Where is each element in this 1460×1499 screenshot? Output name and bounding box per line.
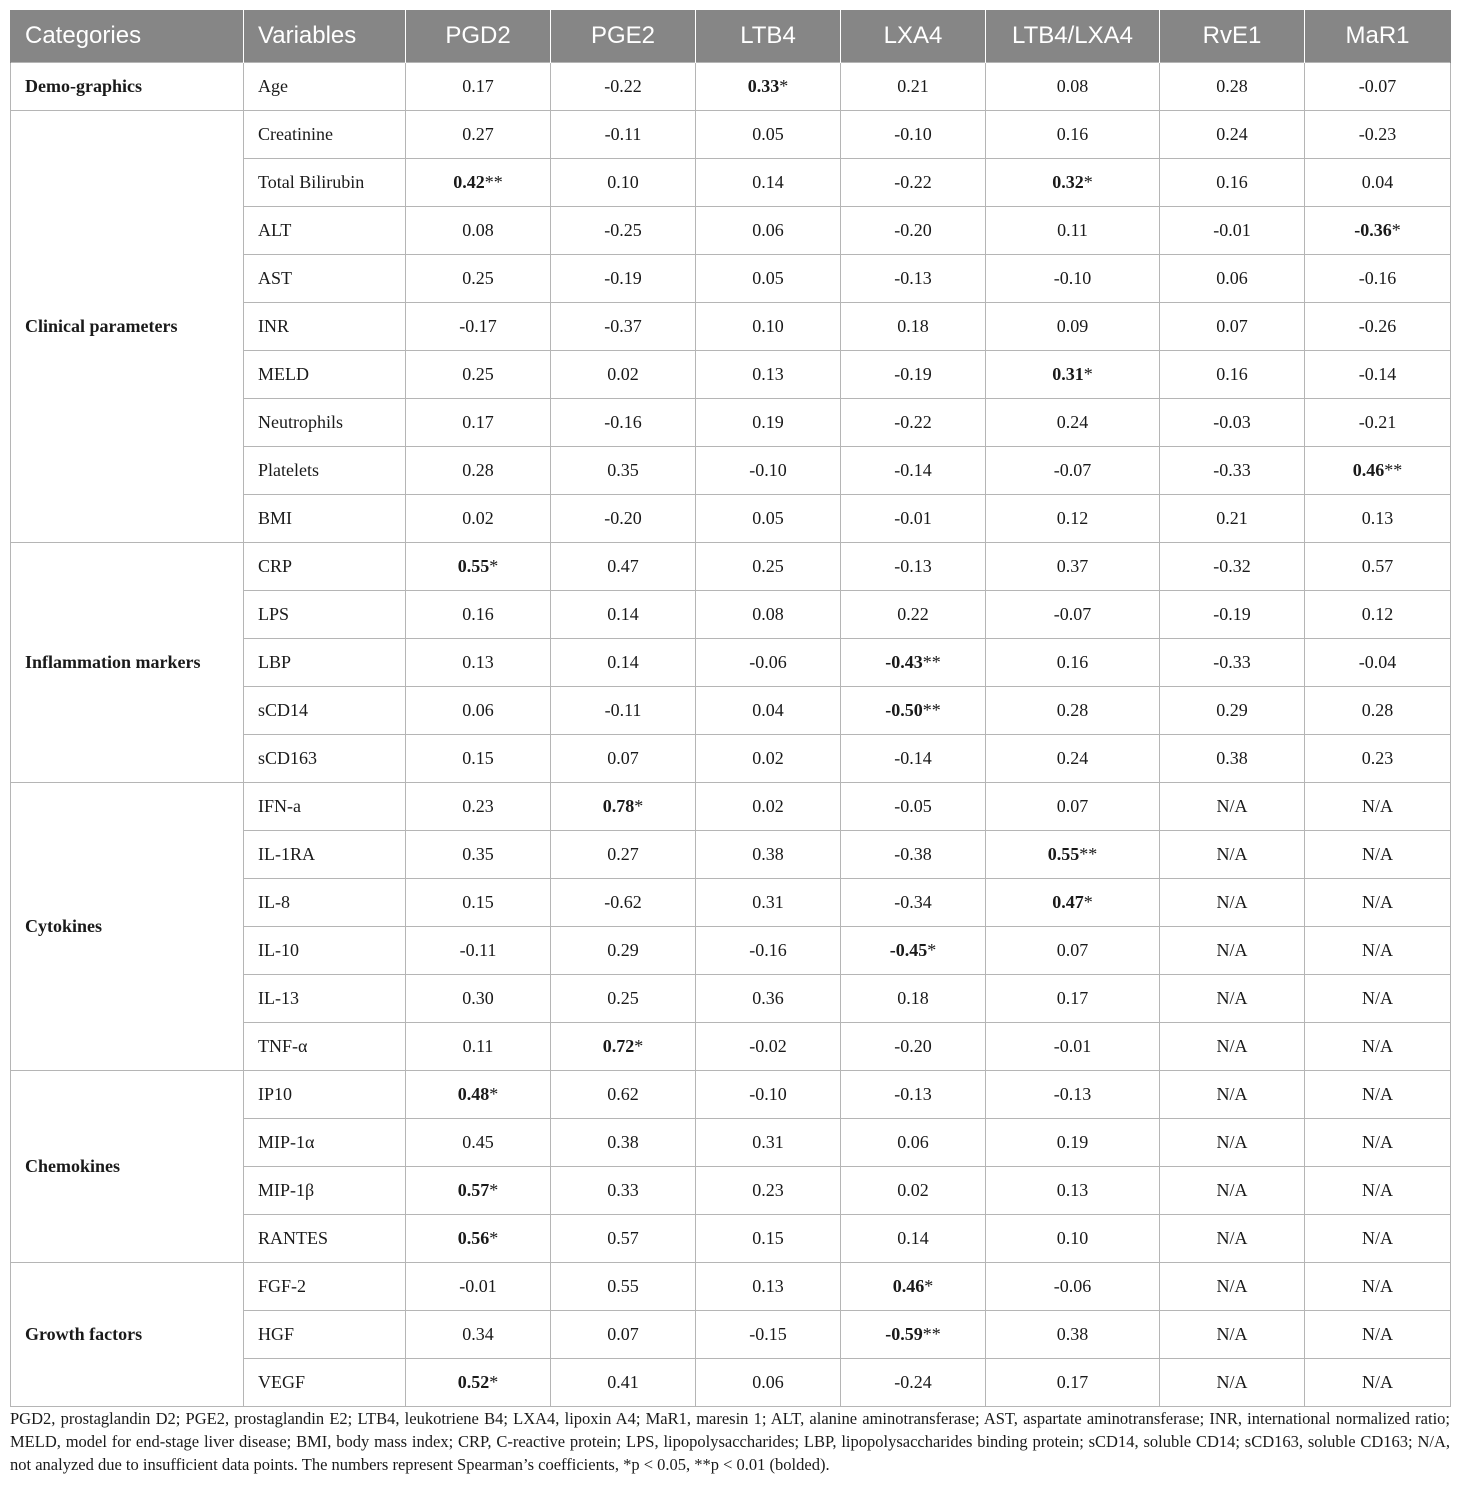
- value-cell: -0.14: [1305, 351, 1451, 399]
- value-cell: -0.07: [986, 447, 1160, 495]
- value-cell: 0.06: [696, 207, 841, 255]
- variable-cell: Age: [244, 63, 406, 111]
- value-cell: 0.06: [406, 687, 551, 735]
- header-ltb4-lxa4: LTB4/LXA4: [986, 10, 1160, 63]
- value-cell: N/A: [1305, 879, 1451, 927]
- value-cell: N/A: [1305, 1311, 1451, 1359]
- value-cell: 0.52 *: [406, 1359, 551, 1407]
- variable-cell: MIP-1β: [244, 1167, 406, 1215]
- variable-cell: LPS: [244, 591, 406, 639]
- value-cell: -0.14: [841, 447, 986, 495]
- value-cell: 0.38: [1160, 735, 1305, 783]
- value-cell: 0.25: [406, 351, 551, 399]
- value-cell: 0.25: [406, 255, 551, 303]
- value-cell: -0.16: [551, 399, 696, 447]
- value-cell: 0.15: [406, 879, 551, 927]
- value-cell: -0.22: [841, 399, 986, 447]
- value-cell: 0.28: [986, 687, 1160, 735]
- value-cell: N/A: [1160, 1359, 1305, 1407]
- value-cell: 0.10: [551, 159, 696, 207]
- value-cell: 0.38: [551, 1119, 696, 1167]
- value-cell: -0.04: [1305, 639, 1451, 687]
- value-cell: 0.07: [986, 927, 1160, 975]
- value-cell: N/A: [1160, 1023, 1305, 1071]
- value-cell: 0.23: [406, 783, 551, 831]
- value-cell: N/A: [1305, 1119, 1451, 1167]
- value-cell: 0.02: [696, 783, 841, 831]
- value-cell: N/A: [1305, 1071, 1451, 1119]
- correlation-table: [10, 10, 1451, 1407]
- value-cell: -0.24: [841, 1359, 986, 1407]
- value-cell: -0.17: [406, 303, 551, 351]
- value-cell: 0.21: [841, 63, 986, 111]
- table-row: [11, 543, 1451, 591]
- value-cell: 0.02: [841, 1167, 986, 1215]
- value-cell: 0.41: [551, 1359, 696, 1407]
- table-body: [11, 63, 1451, 1407]
- value-cell: N/A: [1160, 1119, 1305, 1167]
- value-cell: 0.57 *: [406, 1167, 551, 1215]
- value-cell: 0.14: [841, 1215, 986, 1263]
- value-cell: 0.07: [1160, 303, 1305, 351]
- value-cell: 0.23: [1305, 735, 1451, 783]
- variable-cell: Creatinine: [244, 111, 406, 159]
- value-cell: 0.16: [406, 591, 551, 639]
- value-cell: -0.34: [841, 879, 986, 927]
- value-cell: -0.25: [551, 207, 696, 255]
- value-cell: -0.20: [841, 207, 986, 255]
- value-cell: 0.55 **: [986, 831, 1160, 879]
- table-row: [11, 1263, 1451, 1311]
- value-cell: 0.18: [841, 303, 986, 351]
- value-cell: 0.06: [1160, 255, 1305, 303]
- header-row: [11, 10, 1451, 63]
- value-cell: 0.55 *: [406, 543, 551, 591]
- value-cell: 0.04: [1305, 159, 1451, 207]
- value-cell: 0.15: [696, 1215, 841, 1263]
- value-cell: 0.29: [1160, 687, 1305, 735]
- variable-cell: CRP: [244, 543, 406, 591]
- value-cell: 0.23: [696, 1167, 841, 1215]
- value-cell: 0.13: [696, 351, 841, 399]
- value-cell: 0.02: [406, 495, 551, 543]
- header-mar1: MaR1: [1305, 10, 1451, 63]
- value-cell: N/A: [1160, 831, 1305, 879]
- value-cell: 0.28: [1160, 63, 1305, 111]
- value-cell: 0.56 *: [406, 1215, 551, 1263]
- value-cell: -0.13: [986, 1071, 1160, 1119]
- value-cell: -0.01: [406, 1263, 551, 1311]
- value-cell: -0.06: [986, 1263, 1160, 1311]
- value-cell: 0.06: [696, 1359, 841, 1407]
- value-cell: -0.16: [696, 927, 841, 975]
- value-cell: -0.19: [551, 255, 696, 303]
- value-cell: N/A: [1305, 927, 1451, 975]
- value-cell: 0.07: [551, 735, 696, 783]
- value-cell: 0.37: [986, 543, 1160, 591]
- value-cell: -0.36 *: [1305, 207, 1451, 255]
- value-cell: -0.19: [841, 351, 986, 399]
- variable-cell: IL-8: [244, 879, 406, 927]
- table-row: [11, 783, 1451, 831]
- value-cell: 0.33: [551, 1167, 696, 1215]
- value-cell: -0.14: [841, 735, 986, 783]
- value-cell: -0.05: [841, 783, 986, 831]
- category-cell: Inflammation markers: [11, 543, 244, 783]
- value-cell: -0.20: [551, 495, 696, 543]
- variable-cell: IFN-a: [244, 783, 406, 831]
- value-cell: -0.02: [696, 1023, 841, 1071]
- header-lxa4: LXA4: [841, 10, 986, 63]
- variable-cell: IP10: [244, 1071, 406, 1119]
- category-cell: Growth factors: [11, 1263, 244, 1407]
- value-cell: 0.04: [696, 687, 841, 735]
- value-cell: 0.19: [986, 1119, 1160, 1167]
- value-cell: -0.22: [841, 159, 986, 207]
- variable-cell: IL-1RA: [244, 831, 406, 879]
- header-variables: Variables: [244, 10, 406, 63]
- variable-cell: Total Bilirubin: [244, 159, 406, 207]
- value-cell: 0.13: [696, 1263, 841, 1311]
- value-cell: 0.31 *: [986, 351, 1160, 399]
- value-cell: 0.18: [841, 975, 986, 1023]
- value-cell: 0.09: [986, 303, 1160, 351]
- value-cell: 0.14: [551, 639, 696, 687]
- value-cell: 0.31: [696, 1119, 841, 1167]
- value-cell: N/A: [1305, 1263, 1451, 1311]
- value-cell: -0.33: [1160, 639, 1305, 687]
- category-cell: Cytokines: [11, 783, 244, 1071]
- variable-cell: FGF-2: [244, 1263, 406, 1311]
- value-cell: 0.48 *: [406, 1071, 551, 1119]
- value-cell: -0.32: [1160, 543, 1305, 591]
- value-cell: -0.21: [1305, 399, 1451, 447]
- value-cell: 0.46 **: [1305, 447, 1451, 495]
- value-cell: 0.38: [696, 831, 841, 879]
- value-cell: -0.20: [841, 1023, 986, 1071]
- value-cell: -0.15: [696, 1311, 841, 1359]
- category-cell: Clinical parameters: [11, 111, 244, 543]
- value-cell: -0.07: [986, 591, 1160, 639]
- variable-cell: MIP-1α: [244, 1119, 406, 1167]
- value-cell: -0.10: [696, 1071, 841, 1119]
- value-cell: 0.10: [696, 303, 841, 351]
- variable-cell: ALT: [244, 207, 406, 255]
- value-cell: N/A: [1160, 1263, 1305, 1311]
- variable-cell: Platelets: [244, 447, 406, 495]
- value-cell: 0.12: [1305, 591, 1451, 639]
- value-cell: 0.42 **: [406, 159, 551, 207]
- variable-cell: IL-10: [244, 927, 406, 975]
- value-cell: 0.02: [551, 351, 696, 399]
- value-cell: 0.29: [551, 927, 696, 975]
- table-footnote: PGD2, prostaglandin D2; PGE2, prostaglandin E2; LTB4, leukotriene B4; LXA4, lipoxin A4; MaR1, maresin 1; ALT, alanine aminotransferase; AST, aspartate aminotransferase; INR, international normalized ratio; MELD, model for end-stage liver disease; BMI, body mass index; CRP, C-reactive protein; LPS, lipopolysaccharides; LBP, lipopolysaccharides binding protein; sCD14, soluble CD14; sCD163, soluble CD163; N/A, not analyzed due to insufficient data points. The numbers represent Spearman’s coefficients, *p < 0.05, **p < 0.01 (bolded).: [10, 1409, 1450, 1474]
- variable-cell: TNF-α: [244, 1023, 406, 1071]
- value-cell: 0.11: [986, 207, 1160, 255]
- value-cell: 0.57: [1305, 543, 1451, 591]
- value-cell: 0.16: [1160, 351, 1305, 399]
- value-cell: -0.01: [986, 1023, 1160, 1071]
- value-cell: 0.36: [696, 975, 841, 1023]
- value-cell: N/A: [1160, 879, 1305, 927]
- variable-cell: LBP: [244, 639, 406, 687]
- value-cell: -0.50 **: [841, 687, 986, 735]
- header-pge2: PGE2: [551, 10, 696, 63]
- value-cell: -0.22: [551, 63, 696, 111]
- table-row: [11, 1071, 1451, 1119]
- value-cell: -0.07: [1305, 63, 1451, 111]
- value-cell: 0.31: [696, 879, 841, 927]
- value-cell: 0.15: [406, 735, 551, 783]
- header-pgd2: PGD2: [406, 10, 551, 63]
- value-cell: 0.25: [551, 975, 696, 1023]
- value-cell: N/A: [1305, 1359, 1451, 1407]
- value-cell: N/A: [1160, 975, 1305, 1023]
- value-cell: 0.02: [696, 735, 841, 783]
- value-cell: -0.37: [551, 303, 696, 351]
- value-cell: 0.25: [696, 543, 841, 591]
- value-cell: 0.27: [551, 831, 696, 879]
- value-cell: -0.01: [1160, 207, 1305, 255]
- variable-cell: MELD: [244, 351, 406, 399]
- value-cell: 0.10: [986, 1215, 1160, 1263]
- variable-cell: Neutrophils: [244, 399, 406, 447]
- variable-cell: HGF: [244, 1311, 406, 1359]
- value-cell: -0.10: [696, 447, 841, 495]
- header-ltb4: LTB4: [696, 10, 841, 63]
- value-cell: 0.08: [696, 591, 841, 639]
- variable-cell: INR: [244, 303, 406, 351]
- value-cell: -0.33: [1160, 447, 1305, 495]
- value-cell: 0.24: [1160, 111, 1305, 159]
- variable-cell: sCD14: [244, 687, 406, 735]
- variable-cell: BMI: [244, 495, 406, 543]
- value-cell: 0.05: [696, 111, 841, 159]
- value-cell: -0.62: [551, 879, 696, 927]
- value-cell: 0.19: [696, 399, 841, 447]
- variable-cell: AST: [244, 255, 406, 303]
- value-cell: 0.08: [406, 207, 551, 255]
- header-rve1: RvE1: [1160, 10, 1305, 63]
- value-cell: 0.17: [406, 63, 551, 111]
- category-cell: Demo-graphics: [11, 63, 244, 111]
- variable-cell: RANTES: [244, 1215, 406, 1263]
- value-cell: 0.28: [1305, 687, 1451, 735]
- value-cell: 0.21: [1160, 495, 1305, 543]
- value-cell: 0.16: [986, 111, 1160, 159]
- variable-cell: VEGF: [244, 1359, 406, 1407]
- value-cell: 0.05: [696, 255, 841, 303]
- value-cell: 0.47: [551, 543, 696, 591]
- value-cell: N/A: [1160, 1311, 1305, 1359]
- value-cell: -0.10: [841, 111, 986, 159]
- value-cell: N/A: [1160, 927, 1305, 975]
- value-cell: 0.17: [406, 399, 551, 447]
- value-cell: 0.13: [1305, 495, 1451, 543]
- value-cell: -0.01: [841, 495, 986, 543]
- value-cell: 0.34: [406, 1311, 551, 1359]
- value-cell: 0.22: [841, 591, 986, 639]
- value-cell: 0.13: [406, 639, 551, 687]
- value-cell: 0.05: [696, 495, 841, 543]
- value-cell: -0.16: [1305, 255, 1451, 303]
- value-cell: -0.45 *: [841, 927, 986, 975]
- value-cell: 0.38: [986, 1311, 1160, 1359]
- value-cell: -0.43 **: [841, 639, 986, 687]
- value-cell: -0.26: [1305, 303, 1451, 351]
- value-cell: -0.10: [986, 255, 1160, 303]
- value-cell: 0.16: [1160, 159, 1305, 207]
- value-cell: -0.11: [551, 111, 696, 159]
- variable-cell: sCD163: [244, 735, 406, 783]
- value-cell: N/A: [1305, 975, 1451, 1023]
- value-cell: N/A: [1305, 831, 1451, 879]
- value-cell: 0.72 *: [551, 1023, 696, 1071]
- value-cell: -0.38: [841, 831, 986, 879]
- value-cell: 0.35: [406, 831, 551, 879]
- value-cell: 0.27: [406, 111, 551, 159]
- value-cell: 0.57: [551, 1215, 696, 1263]
- value-cell: 0.24: [986, 735, 1160, 783]
- table-row: [11, 63, 1451, 111]
- value-cell: 0.14: [696, 159, 841, 207]
- value-cell: -0.13: [841, 543, 986, 591]
- value-cell: 0.17: [986, 975, 1160, 1023]
- value-cell: 0.11: [406, 1023, 551, 1071]
- value-cell: 0.30: [406, 975, 551, 1023]
- value-cell: 0.47 *: [986, 879, 1160, 927]
- value-cell: -0.13: [841, 255, 986, 303]
- value-cell: 0.28: [406, 447, 551, 495]
- value-cell: -0.11: [551, 687, 696, 735]
- value-cell: 0.08: [986, 63, 1160, 111]
- value-cell: 0.55: [551, 1263, 696, 1311]
- value-cell: 0.62: [551, 1071, 696, 1119]
- value-cell: N/A: [1305, 1167, 1451, 1215]
- value-cell: 0.07: [551, 1311, 696, 1359]
- value-cell: 0.46 *: [841, 1263, 986, 1311]
- value-cell: -0.11: [406, 927, 551, 975]
- value-cell: 0.33 *: [696, 63, 841, 111]
- value-cell: 0.13: [986, 1167, 1160, 1215]
- header-categories: Categories: [11, 10, 244, 63]
- value-cell: 0.32 *: [986, 159, 1160, 207]
- variable-cell: IL-13: [244, 975, 406, 1023]
- value-cell: N/A: [1160, 1215, 1305, 1263]
- value-cell: N/A: [1160, 1167, 1305, 1215]
- value-cell: -0.06: [696, 639, 841, 687]
- category-cell: Chemokines: [11, 1071, 244, 1263]
- value-cell: N/A: [1160, 783, 1305, 831]
- value-cell: 0.78 *: [551, 783, 696, 831]
- value-cell: 0.17: [986, 1359, 1160, 1407]
- value-cell: 0.24: [986, 399, 1160, 447]
- value-cell: 0.07: [986, 783, 1160, 831]
- value-cell: 0.06: [841, 1119, 986, 1167]
- value-cell: N/A: [1305, 1023, 1451, 1071]
- value-cell: -0.59 **: [841, 1311, 986, 1359]
- value-cell: N/A: [1305, 783, 1451, 831]
- table-row: [11, 111, 1451, 159]
- value-cell: 0.14: [551, 591, 696, 639]
- value-cell: 0.12: [986, 495, 1160, 543]
- value-cell: -0.19: [1160, 591, 1305, 639]
- value-cell: 0.35: [551, 447, 696, 495]
- value-cell: 0.45: [406, 1119, 551, 1167]
- value-cell: N/A: [1160, 1071, 1305, 1119]
- value-cell: -0.23: [1305, 111, 1451, 159]
- value-cell: -0.13: [841, 1071, 986, 1119]
- value-cell: 0.16: [986, 639, 1160, 687]
- value-cell: N/A: [1305, 1215, 1451, 1263]
- value-cell: -0.03: [1160, 399, 1305, 447]
